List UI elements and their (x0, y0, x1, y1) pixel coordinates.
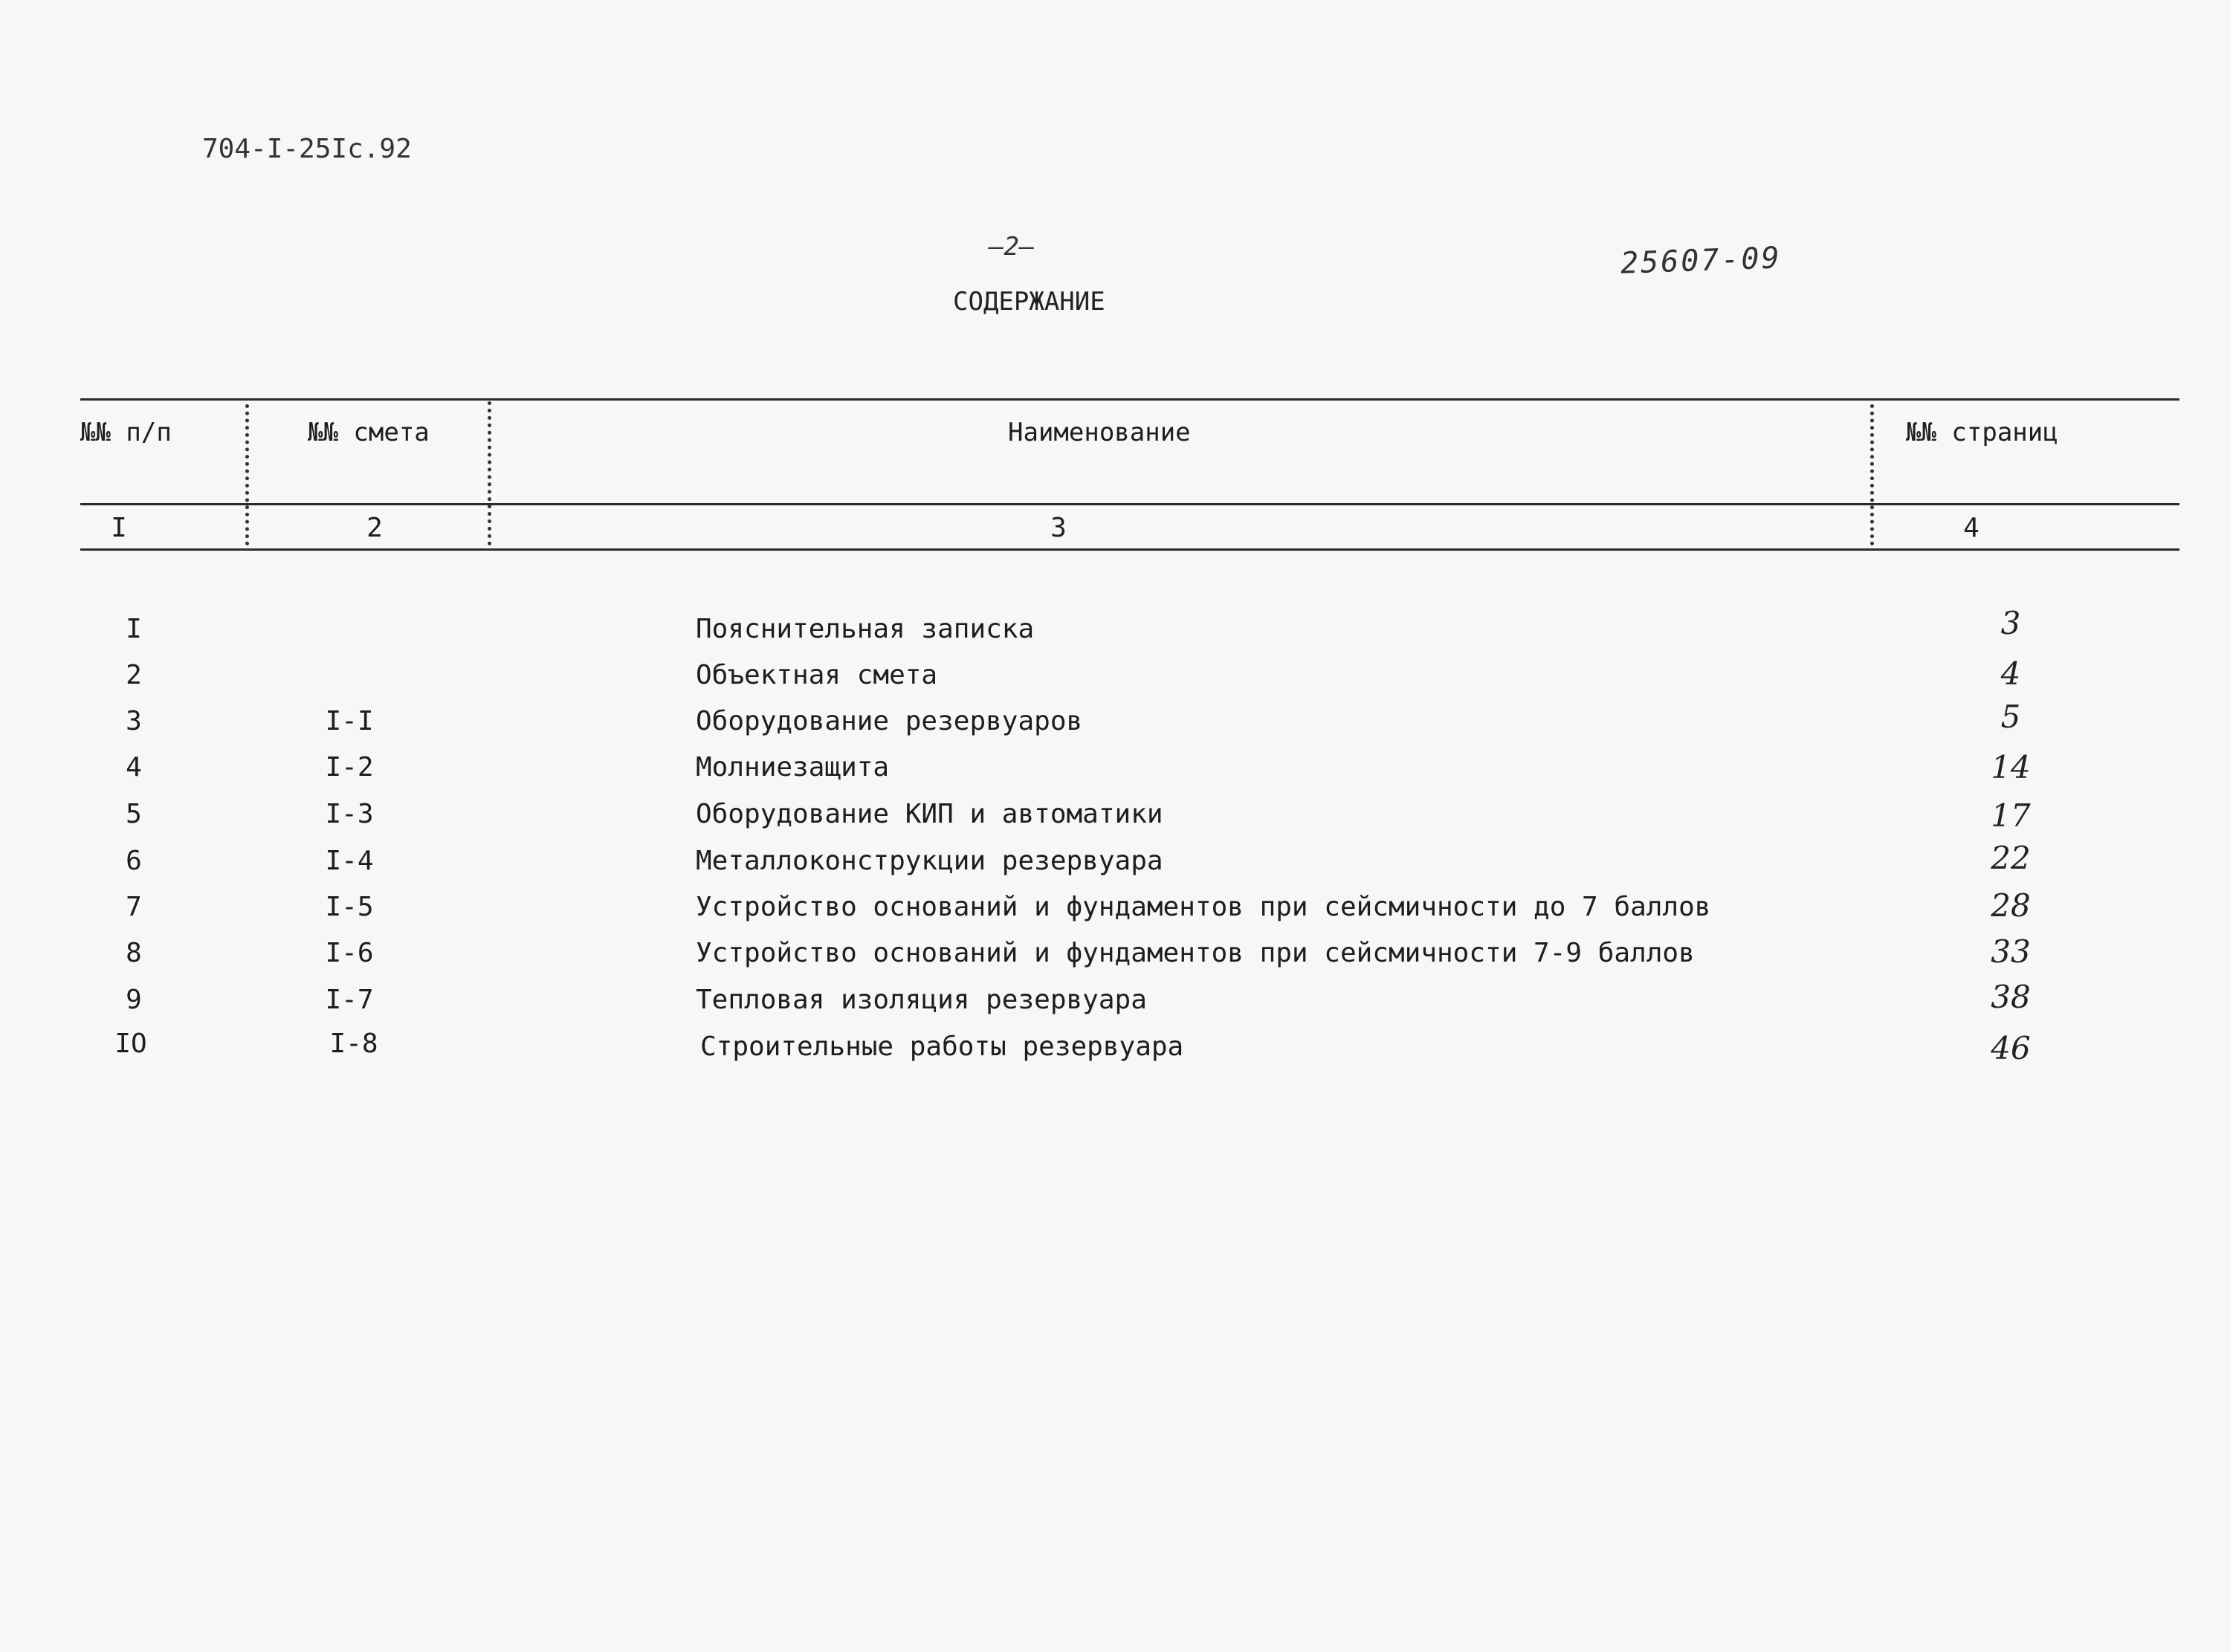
row-smeta: I-5 (325, 892, 374, 922)
row-name: Оборудование КИП и автоматики (696, 799, 1163, 829)
table-row (0, 655, 2230, 704)
row-number: 7 (126, 892, 142, 922)
table-row (0, 840, 2230, 890)
header-cell: №№ страниц (1906, 418, 2058, 447)
table-row (0, 1029, 2230, 1073)
row-name: Оборудование резервуаров (696, 706, 1083, 736)
row-name: Устройство оснований и фундаментов при сейсмичности до 7 баллов (696, 892, 1711, 922)
table-row (0, 699, 2230, 751)
row-number: 4 (126, 752, 142, 783)
table-row (0, 933, 2230, 982)
row-number: 6 (126, 846, 142, 876)
row-number: I (126, 614, 142, 644)
row-smeta: I-8 (329, 1029, 378, 1059)
page-title: СОДЕРЖАНИЕ (953, 287, 1105, 317)
row-name: Пояснительная записка (696, 614, 1035, 644)
table-top-rule (80, 398, 2179, 401)
row-number: 9 (126, 985, 142, 1015)
row-smeta: I-4 (325, 846, 374, 876)
header-cell: Наименование (1008, 418, 1191, 447)
row-page: 4 (2000, 655, 2021, 692)
column-divider (1870, 404, 1874, 545)
row-smeta: I-7 (325, 985, 374, 1015)
row-number: IO (114, 1029, 147, 1059)
row-smeta: I-2 (325, 752, 374, 783)
row-name: Молниезащита (696, 752, 890, 783)
column-number: 3 (1050, 513, 1067, 543)
row-page: 46 (1991, 1030, 2031, 1066)
document-number: 25607-09 (1620, 241, 1783, 281)
header-cell: №№ смета (308, 418, 430, 447)
table-row (0, 605, 2230, 658)
row-page: 5 (2000, 699, 2021, 735)
row-page: 38 (1991, 979, 2031, 1015)
row-page: 17 (1991, 797, 2031, 834)
table-row (0, 887, 2230, 936)
row-page: 28 (1991, 887, 2031, 924)
table-numbers-rule (80, 548, 2179, 551)
column-number: I (111, 513, 127, 543)
row-smeta: I-I (325, 706, 374, 736)
table-header-rule (80, 503, 2179, 505)
row-name: Тепловая изоляция резервуара (696, 985, 1147, 1015)
row-name: Устройство оснований и фундаментов при сейсмичности 7-9 баллов (696, 938, 1695, 968)
row-number: 3 (126, 706, 142, 736)
document-code: 704-I-25Ic.92 (202, 134, 412, 164)
row-page: 33 (1991, 933, 2031, 970)
page-marker: –2– (989, 232, 1035, 262)
column-divider (245, 404, 249, 545)
row-smeta: I-3 (325, 799, 374, 829)
column-divider (488, 401, 491, 545)
row-number: 5 (126, 799, 142, 829)
row-page: 22 (1991, 840, 2031, 876)
row-name: Металлоконструкции резервуара (696, 846, 1163, 876)
table-row (0, 749, 2230, 797)
row-number: 8 (126, 938, 142, 968)
table-row (0, 799, 2230, 843)
table-row (0, 979, 2230, 1029)
header-cell: №№ п/п (80, 418, 172, 447)
row-name: Объектная смета (696, 660, 938, 690)
row-page: 3 (2000, 605, 2021, 641)
row-name: Строительные работы резервуара (700, 1031, 1184, 1062)
row-page: 14 (1991, 749, 2031, 785)
row-number: 2 (126, 660, 142, 690)
column-number: 2 (366, 513, 383, 543)
row-smeta: I-6 (325, 938, 374, 968)
column-number: 4 (1963, 513, 1979, 543)
